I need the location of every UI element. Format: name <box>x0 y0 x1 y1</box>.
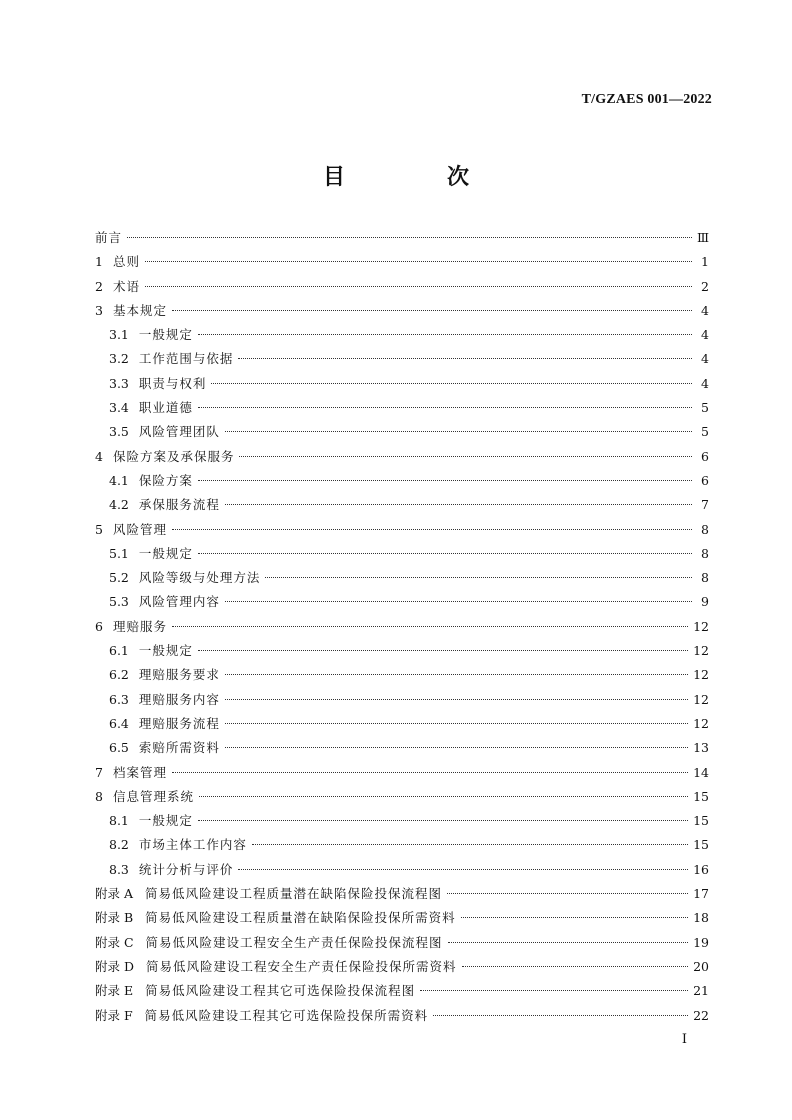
toc-entry-number: 6.1 <box>109 643 129 659</box>
toc-leader-dots <box>198 650 688 651</box>
toc-entry-page: 22 <box>693 1007 709 1023</box>
toc-entry-label: 理赔服务内容 <box>138 691 220 707</box>
toc-entry-number: 3 <box>95 302 103 318</box>
toc-entry-page: 6 <box>701 448 709 464</box>
toc-leader-dots <box>198 553 692 554</box>
toc-entry-label: 总则 <box>112 254 140 270</box>
toc-entry[interactable] <box>95 590 709 614</box>
toc-entry[interactable] <box>95 761 709 785</box>
toc-entry-page: 12 <box>693 667 709 683</box>
toc-entry-number: 6 <box>95 618 103 634</box>
toc-entry-page: 8 <box>701 521 709 537</box>
toc-entry-number: 8.2 <box>109 837 129 853</box>
toc-entry-label: 一般规定 <box>138 327 193 343</box>
document-code: T/GZAES 001—2022 <box>581 92 712 107</box>
toc-entry-label: 前言 <box>95 230 123 245</box>
toc-entry-number: 1 <box>95 254 103 270</box>
toc-leader-dots <box>198 480 692 481</box>
toc-entry-label: 市场主体工作内容 <box>138 837 247 853</box>
toc-entry-label: 理赔服务 <box>112 618 167 634</box>
toc-entry-label: 简易低风险建设工程其它可选保险投保流程图 <box>145 983 416 999</box>
toc-leader-dots <box>199 796 688 797</box>
toc-entry-number: 6.3 <box>109 691 129 707</box>
toc-entry[interactable] <box>95 518 709 542</box>
toc-entry-page: 4 <box>701 302 709 318</box>
toc-entry-page: 8 <box>701 545 709 561</box>
toc-entry-page: 19 <box>693 934 709 950</box>
toc-entry[interactable] <box>95 663 709 687</box>
toc-entry-number: 8.1 <box>109 813 129 829</box>
toc-entry-number: 8.3 <box>109 861 129 877</box>
toc-entry-number: 5 <box>95 521 103 537</box>
toc-entry-number: 附录 A <box>95 886 134 902</box>
toc-leader-dots <box>225 699 688 700</box>
toc-entry[interactable] <box>95 615 709 639</box>
toc-entry[interactable] <box>95 420 709 444</box>
toc-entry-number: 3.3 <box>109 375 129 391</box>
toc-entry-number: 4 <box>95 448 103 464</box>
toc-entry[interactable] <box>95 372 709 396</box>
toc-entry[interactable] <box>95 931 709 955</box>
toc-entry-page: 6 <box>701 472 709 488</box>
toc-entry-label: 基本规定 <box>112 302 167 318</box>
toc-entry[interactable] <box>95 250 709 274</box>
toc-entry-label: 职业道德 <box>138 400 193 416</box>
toc-entry-number: 4.2 <box>109 497 129 513</box>
toc-entry[interactable] <box>95 906 709 930</box>
toc-entry-label: 承保服务流程 <box>138 497 220 513</box>
toc-leader-dots <box>225 674 688 675</box>
toc-leader-dots <box>238 358 692 359</box>
toc-entry-label: 工作范围与依据 <box>138 351 234 367</box>
toc-entry[interactable] <box>95 809 709 833</box>
toc-entry-page: 8 <box>701 570 709 586</box>
toc-entry-label: 风险等级与处理方法 <box>138 570 261 586</box>
toc-entry[interactable] <box>95 493 709 517</box>
toc-entry-label: 索赔所需资料 <box>138 740 220 756</box>
toc-entry-label: 风险管理团队 <box>138 424 220 440</box>
toc-entry-label: 简易低风险建设工程其它可选保险投保所需资料 <box>144 1007 429 1023</box>
toc-entry[interactable] <box>95 833 709 857</box>
toc-leader-dots <box>447 893 688 894</box>
toc-entry-label: 术语 <box>112 278 140 294</box>
page-number: I <box>681 1032 687 1047</box>
toc-entry[interactable] <box>95 542 709 566</box>
toc-entry-number: 6.2 <box>109 667 129 683</box>
toc-entry-page: 15 <box>693 837 709 853</box>
toc-leader-dots <box>462 966 689 967</box>
toc-entry-page: 20 <box>693 958 709 974</box>
toc-entry-page: 12 <box>693 618 709 634</box>
toc-entry-label: 职责与权利 <box>138 375 207 391</box>
toc-entry-number: 3.5 <box>109 424 129 440</box>
toc-entry-number: 2 <box>95 278 103 294</box>
toc-leader-dots <box>225 723 688 724</box>
toc-entry[interactable] <box>95 275 709 299</box>
toc-leader-dots <box>127 237 692 238</box>
toc-entry-number: 附录 F <box>95 1007 133 1023</box>
toc-entry[interactable] <box>95 688 709 712</box>
toc-entry-label: 简易低风险建设工程质量潜在缺陷保险投保流程图 <box>145 886 443 902</box>
toc-entry-label: 一般规定 <box>138 643 193 659</box>
toc-entry-label: 风险管理 <box>112 521 167 537</box>
toc-leader-dots <box>198 820 688 821</box>
toc-entry[interactable] <box>95 469 709 493</box>
toc-entry-label: 风险管理内容 <box>138 594 220 610</box>
toc-entry-page: 9 <box>701 594 709 610</box>
toc-entry-page: 15 <box>693 788 709 804</box>
toc-entry-label: 简易低风险建设工程质量潜在缺陷保险投保所需资料 <box>145 910 456 926</box>
toc-leader-dots <box>172 529 692 530</box>
toc-entry-page: Ⅲ <box>696 230 709 245</box>
toc-entry-page: 12 <box>693 691 709 707</box>
toc-entry-page: 13 <box>693 740 709 756</box>
toc-leader-dots <box>145 286 692 287</box>
toc-entry-number: 6.5 <box>109 740 129 756</box>
toc-entry[interactable] <box>95 1004 709 1028</box>
toc-entry-number: 5.3 <box>109 594 129 610</box>
toc-entry-label: 理赔服务要求 <box>138 667 220 683</box>
toc-leader-dots <box>172 772 688 773</box>
toc-entry[interactable] <box>95 858 709 882</box>
toc-entry-number: 附录 C <box>95 934 134 950</box>
toc-leader-dots <box>225 504 692 505</box>
toc-leader-dots <box>225 747 688 748</box>
toc-entry-number: 附录 E <box>95 983 134 999</box>
toc-entry[interactable] <box>95 566 709 590</box>
toc-entry-label: 保险方案及承保服务 <box>112 448 235 464</box>
toc-entry[interactable] <box>95 736 709 760</box>
toc-entry[interactable] <box>95 396 709 420</box>
toc-leader-dots <box>145 261 692 262</box>
toc-entry-page: 17 <box>693 886 709 902</box>
toc-entry-number: 附录 D <box>95 958 134 974</box>
table-of-contents <box>95 226 709 1028</box>
toc-entry-label: 保险方案 <box>138 472 193 488</box>
toc-leader-dots <box>225 601 692 602</box>
toc-entry-page: 18 <box>693 910 709 926</box>
toc-entry-page: 12 <box>693 715 709 731</box>
toc-entry-number: 5.2 <box>109 570 129 586</box>
toc-entry-number: 8 <box>95 788 103 804</box>
toc-entry-page: 5 <box>701 424 709 440</box>
toc-entry[interactable] <box>95 347 709 371</box>
toc-leader-dots <box>238 869 688 870</box>
toc-entry-label: 档案管理 <box>112 764 167 780</box>
toc-entry-number: 5.1 <box>109 545 129 561</box>
toc-leader-dots <box>420 990 688 991</box>
toc-leader-dots <box>211 383 692 384</box>
toc-leader-dots <box>225 431 692 432</box>
toc-entry[interactable] <box>95 785 709 809</box>
toc-entry[interactable] <box>95 323 709 347</box>
toc-entry-label: 简易低风险建设工程安全生产责任保险投保所需资料 <box>146 958 457 974</box>
toc-entry-page: 12 <box>693 643 709 659</box>
toc-leader-dots <box>433 1015 688 1016</box>
toc-entry-number: 3.2 <box>109 351 129 367</box>
toc-entry-label: 简易低风险建设工程安全生产责任保险投保流程图 <box>145 934 443 950</box>
toc-entry[interactable] <box>95 639 709 663</box>
toc-entry-label: 统计分析与评价 <box>138 861 234 877</box>
toc-entry-label: 信息管理系统 <box>112 788 194 804</box>
page-title: 目 次 <box>322 164 509 190</box>
toc-leader-dots <box>461 917 688 918</box>
toc-entry-page: 14 <box>693 764 709 780</box>
toc-entry[interactable] <box>95 955 709 979</box>
toc-leader-dots <box>239 456 692 457</box>
toc-entry-page: 15 <box>693 813 709 829</box>
toc-entry[interactable] <box>95 712 709 736</box>
toc-entry-number: 7 <box>95 764 103 780</box>
toc-entry[interactable] <box>95 226 709 250</box>
toc-entry[interactable] <box>95 979 709 1003</box>
toc-entry-page: 16 <box>693 861 709 877</box>
toc-entry[interactable] <box>95 445 709 469</box>
toc-leader-dots <box>265 577 692 578</box>
toc-entry-label: 理赔服务流程 <box>138 715 220 731</box>
toc-leader-dots <box>448 942 689 943</box>
toc-entry-number: 4.1 <box>109 472 129 488</box>
toc-entry-page: 4 <box>701 327 709 343</box>
toc-entry[interactable] <box>95 299 709 323</box>
toc-entry-label: 一般规定 <box>138 813 193 829</box>
toc-entry-page: 21 <box>693 983 709 999</box>
toc-entry-page: 2 <box>701 278 709 294</box>
toc-leader-dots <box>172 310 692 311</box>
toc-entry-number: 3.1 <box>109 327 129 343</box>
toc-entry-number: 6.4 <box>109 715 129 731</box>
toc-entry-number: 附录 B <box>95 910 134 926</box>
toc-leader-dots <box>252 844 688 845</box>
toc-entry-number: 3.4 <box>109 400 129 416</box>
toc-leader-dots <box>172 626 688 627</box>
toc-entry-page: 4 <box>701 375 709 391</box>
toc-entry-label: 一般规定 <box>138 545 193 561</box>
toc-entry[interactable] <box>95 882 709 906</box>
toc-entry-page: 4 <box>701 351 709 367</box>
toc-entry-page: 7 <box>701 497 709 513</box>
toc-leader-dots <box>198 407 692 408</box>
toc-entry-page: 1 <box>701 254 709 270</box>
toc-entry-page: 5 <box>701 400 709 416</box>
toc-leader-dots <box>198 334 692 335</box>
